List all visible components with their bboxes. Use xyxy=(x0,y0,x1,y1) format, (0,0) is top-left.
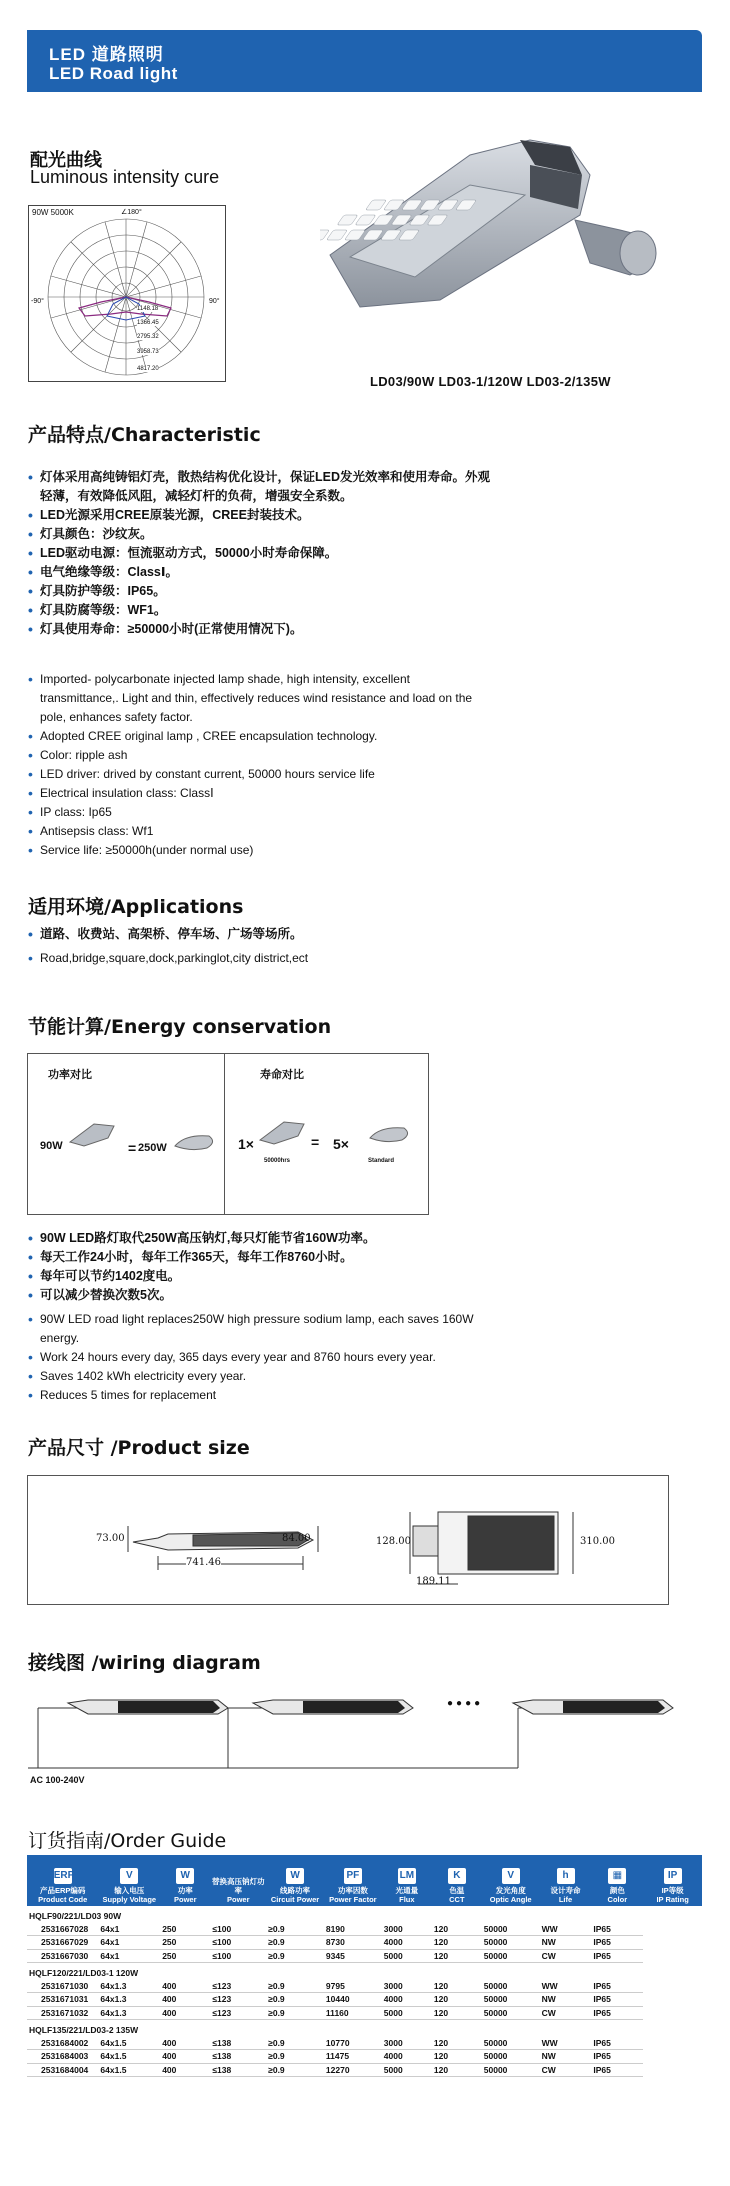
order-header-cell xyxy=(27,1855,98,1906)
order-header-en: Power Factor xyxy=(329,1895,377,1904)
table-cell: 64x1.5 xyxy=(98,2063,160,2077)
order-header-icon: PF xyxy=(344,1868,362,1884)
table-cell: 400 xyxy=(160,2063,210,2077)
order-header-en: Power xyxy=(174,1895,197,1904)
order-header-cell xyxy=(482,1855,540,1906)
table-cell: 50000 xyxy=(482,2006,540,2020)
table-cell: 5000 xyxy=(382,1949,432,1963)
order-header-cn: IP等级 xyxy=(661,1886,684,1895)
order-header-row xyxy=(27,1855,702,1906)
table-cell: 50000 xyxy=(482,1923,540,1936)
table-cell: 400 xyxy=(160,2006,210,2020)
energy-cn-list xyxy=(28,1229,548,1305)
order-header-cn: 产品ERP编码 xyxy=(40,1886,86,1895)
order-header-cn: 功率 xyxy=(177,1886,193,1895)
table-row xyxy=(27,1936,702,1950)
table-cell: ≤123 xyxy=(210,1993,266,2007)
table-cell: WW xyxy=(540,1923,592,1936)
order-header-cn: 功率因数 xyxy=(337,1886,368,1895)
multiplier-5x: 5× xyxy=(333,1136,349,1152)
order-header-en: Flux xyxy=(399,1895,415,1904)
table-cell: 64x1.3 xyxy=(98,1980,160,1993)
table-cell: 5000 xyxy=(382,2006,432,2020)
table-cell: IP65 xyxy=(591,1936,643,1950)
table-cell: 10770 xyxy=(324,2037,382,2050)
wiring-lamp-1 xyxy=(68,1700,228,1714)
characteristic-en-6: • IP class: Ip65 xyxy=(28,803,478,822)
table-cell: ≤138 xyxy=(210,2063,266,2077)
dim-height-right: 84.00 xyxy=(282,1533,311,1544)
order-header-icon: LM xyxy=(398,1868,416,1884)
table-cell: 120 xyxy=(432,2037,482,2050)
energy-cn-4: • 可以减少替换次数5次。 xyxy=(28,1286,548,1305)
size-title: 产品尺寸 /Product size xyxy=(28,1437,250,1459)
table-cell: 400 xyxy=(160,1980,210,1993)
order-header-en: CCT xyxy=(449,1895,465,1904)
table-cell: CW xyxy=(540,2063,592,2077)
characteristic-cn-3: • 灯具颜色：沙纹灰。 xyxy=(28,525,498,544)
order-header-cell xyxy=(210,1855,266,1906)
table-cell: IP65 xyxy=(591,1993,643,2007)
applications-cn: • 道路、收费站、高架桥、停车场、广场等场所。 xyxy=(28,925,628,944)
order-header-cell xyxy=(432,1855,482,1906)
order-header-en: Optic Angle xyxy=(489,1895,532,1904)
table-cell: 64x1.5 xyxy=(98,2037,160,2050)
table-cell: 2531667028 xyxy=(27,1923,98,1936)
size-diagram-box xyxy=(27,1475,669,1605)
table-cell: 2531684002 xyxy=(27,2037,98,2050)
wiring-voltage: AC 100-240V xyxy=(30,1775,85,1785)
table-row xyxy=(27,2037,702,2050)
dim-mount-height: 128.00 xyxy=(376,1536,411,1547)
order-group-row xyxy=(27,1906,702,1923)
order-header-cn: 替换高压钠灯功率 xyxy=(212,1877,265,1895)
order-header-icon: ERP xyxy=(54,1868,72,1884)
order-group-name: HQLF135/221/LD03-2 135W xyxy=(29,2025,139,2036)
table-cell: ≤100 xyxy=(210,1936,266,1950)
table-cell: 2531671032 xyxy=(27,2006,98,2020)
order-header-icon: W xyxy=(176,1868,194,1884)
table-cell: 120 xyxy=(432,1923,482,1936)
dim-height-left: 73.00 xyxy=(96,1533,125,1544)
order-header-cell xyxy=(643,1855,702,1906)
standard-label: Standard xyxy=(368,1158,395,1164)
energy-en-1: • 90W LED road light replaces250W high pressure sodium lamp, each saves 160W energy. xyxy=(28,1310,498,1348)
table-cell: NW xyxy=(540,1936,592,1950)
table-cell: ≥0.9 xyxy=(266,1980,324,1993)
table-cell: 50000 xyxy=(482,1936,540,1950)
energy-cn-1: • 90W LED路灯取代250W高压钠灯,每只灯能节省160W功率。 xyxy=(28,1229,548,1248)
order-group-row xyxy=(27,2020,702,2037)
characteristic-en-7: • Antisepsis class: Wf1 xyxy=(28,822,478,841)
table-cell: IP65 xyxy=(591,2050,643,2064)
table-cell: WW xyxy=(540,2037,592,2050)
table-cell: ≥0.9 xyxy=(266,2037,324,2050)
order-header-cell xyxy=(382,1855,432,1906)
polar-top-angle: ∠180° xyxy=(121,209,142,216)
energy-cn-3: • 每年可以节约1402度电。 xyxy=(28,1267,548,1286)
characteristic-cn-4: • LED驱动电源：恒流驱动方式，50000小时寿命保障。 xyxy=(28,544,498,563)
characteristic-cn-6: • 灯具防护等级：IP65。 xyxy=(28,582,498,601)
table-cell: 120 xyxy=(432,1980,482,1993)
energy-en-list xyxy=(28,1310,498,1405)
energy-en-3: • Saves 1402 kWh electricity every year. xyxy=(28,1367,498,1386)
order-header-icon: IP xyxy=(664,1868,682,1884)
wiring-diagram xyxy=(28,1690,678,1780)
table-cell: 400 xyxy=(160,1993,210,2007)
applications-list xyxy=(28,925,628,968)
order-header-cn: 发光角度 xyxy=(495,1886,526,1895)
led-90w-label: 90W xyxy=(40,1140,63,1152)
table-cell: 4000 xyxy=(382,1936,432,1950)
dim-length: 741.46 xyxy=(186,1557,221,1568)
order-header-cell xyxy=(540,1855,592,1906)
table-cell: 11475 xyxy=(324,2050,382,2064)
ring-label-5: 4817.20 xyxy=(137,366,159,372)
table-cell: 2531671031 xyxy=(27,1993,98,2007)
order-header-cn: 光通量 xyxy=(395,1886,419,1895)
order-header-cell xyxy=(98,1855,160,1906)
applications-title: 适用环境/Applications xyxy=(28,896,244,918)
table-cell: 64x1.3 xyxy=(98,2006,160,2020)
order-header-icon: ▦ xyxy=(608,1868,626,1884)
table-cell: ≤138 xyxy=(210,2050,266,2064)
characteristic-en-8: • Service life: ≥50000h(under normal use) xyxy=(28,841,478,860)
table-cell: 64x1 xyxy=(98,1949,160,1963)
order-header-cell xyxy=(324,1855,382,1906)
order-header-cell xyxy=(160,1855,210,1906)
energy-title: 节能计算/Energy conservation xyxy=(28,1016,332,1038)
order-group-name: HQLF90/221/LD03 90W xyxy=(29,1911,122,1922)
order-header-cn: 颜色 xyxy=(609,1886,625,1895)
energy-cn-2: • 每天工作24小时，每年工作365天，每年工作8760小时。 xyxy=(28,1248,548,1267)
applications-en: • Road,bridge,square,dock,parkinglot,city district,ect xyxy=(28,949,628,968)
table-cell: 250 xyxy=(160,1936,210,1950)
led-lamp-icon xyxy=(68,1120,118,1148)
table-cell: 120 xyxy=(432,2050,482,2064)
table-cell: 4000 xyxy=(382,2050,432,2064)
characteristic-cn-list xyxy=(28,468,498,639)
table-cell: 3000 xyxy=(382,1923,432,1936)
dim-mount-length: 189.11 xyxy=(416,1576,451,1587)
order-table-wrap xyxy=(27,1855,702,2077)
table-cell: 64x1.5 xyxy=(98,2050,160,2064)
order-header-icon: W xyxy=(286,1868,304,1884)
polar-grid xyxy=(41,216,211,378)
energy-compare-box xyxy=(27,1053,429,1215)
table-row xyxy=(27,1923,702,1936)
order-header-en: Product Code xyxy=(38,1895,88,1904)
table-cell: 50000 xyxy=(482,2037,540,2050)
curve-title-en: Luminous intensity cure xyxy=(30,167,220,187)
characteristic-cn-1: • 灯体采用高纯铸铝灯壳，散热结构优化设计，保证LED发光效率和使用寿命。外观轻薄，有效降低风阻，减轻灯杆的负荷，增强安全系数。 xyxy=(28,468,498,506)
road-light-image xyxy=(320,135,700,335)
order-header-cell xyxy=(591,1855,643,1906)
equals-sign-1: = xyxy=(128,1140,137,1156)
table-cell: 400 xyxy=(160,2050,210,2064)
table-cell: ≥0.9 xyxy=(266,2050,324,2064)
model-list: LD03/90W LD03-1/120W LD03-2/135W xyxy=(370,374,611,389)
table-cell: 2531684004 xyxy=(27,2063,98,2077)
table-cell: NW xyxy=(540,1993,592,2007)
ring-label-2: 1366.45 xyxy=(137,320,159,326)
table-cell: CW xyxy=(540,2006,592,2020)
characteristic-en-4: • LED driver: drived by constant current, 50000 hours service life xyxy=(28,765,478,784)
led-lamp-icon-2 xyxy=(258,1118,308,1146)
table-cell: ≤123 xyxy=(210,2006,266,2020)
table-cell: ≥0.9 xyxy=(266,1993,324,2007)
order-header-en: Supply Voltage xyxy=(102,1895,157,1904)
energy-en-2: • Work 24 hours every day, 365 days every year and 8760 hours every year. xyxy=(28,1348,498,1367)
table-cell: 120 xyxy=(432,1949,482,1963)
hps-lamp-icon xyxy=(173,1132,217,1154)
equals-sign-2: = xyxy=(311,1134,320,1150)
table-cell: IP65 xyxy=(591,1980,643,1993)
characteristic-title: 产品特点/Characteristic xyxy=(28,424,261,446)
ring-label-3: 2795.32 xyxy=(137,334,159,340)
energy-en-4: • Reduces 5 times for replacement xyxy=(28,1386,498,1405)
order-header-icon: V xyxy=(120,1868,138,1884)
order-title: 订货指南/Order Guide xyxy=(28,1830,227,1852)
table-cell: 64x1.3 xyxy=(98,1993,160,2007)
table-cell: ≥0.9 xyxy=(266,2063,324,2077)
characteristic-en-5: • Electrical insulation class: ClassⅠ xyxy=(28,784,478,803)
table-cell: 120 xyxy=(432,2006,482,2020)
table-cell: 400 xyxy=(160,2037,210,2050)
table-cell: 12270 xyxy=(324,2063,382,2077)
table-cell: 120 xyxy=(432,2063,482,2077)
order-header-cn: 输入电压 xyxy=(114,1886,145,1895)
table-cell: IP65 xyxy=(591,1923,643,1936)
order-table xyxy=(27,1855,702,2077)
ring-label-4: 3958.73 xyxy=(137,349,159,355)
characteristic-en-2: • Adopted CREE original lamp , CREE encapsulation technology. xyxy=(28,727,478,746)
table-cell: 11160 xyxy=(324,2006,382,2020)
order-header-cell xyxy=(266,1855,324,1906)
table-cell: 250 xyxy=(160,1949,210,1963)
table-cell: 10440 xyxy=(324,1993,382,2007)
table-row xyxy=(27,1980,702,1993)
table-cell: ≥0.9 xyxy=(266,1949,324,1963)
polar-chart xyxy=(28,205,226,382)
hps-lamp-icon-2 xyxy=(368,1124,412,1146)
energy-divider xyxy=(224,1054,225,1214)
multiplier-1x: 1× xyxy=(238,1136,254,1152)
table-row xyxy=(27,1949,702,1963)
table-row xyxy=(27,1993,702,2007)
order-header-cn: 色温 xyxy=(449,1886,465,1895)
table-cell: 3000 xyxy=(382,2037,432,2050)
header-title-cn: LED 道路照明 xyxy=(49,45,164,64)
order-header-en: IP Rating xyxy=(656,1895,689,1904)
table-cell: 64x1 xyxy=(98,1936,160,1950)
table-cell: IP65 xyxy=(591,2037,643,2050)
table-cell: 50000 xyxy=(482,1949,540,1963)
table-cell: ≤123 xyxy=(210,1980,266,1993)
curve-title-cn: 配光曲线 xyxy=(30,150,102,170)
table-cell: 2531684003 xyxy=(27,2050,98,2064)
table-cell: IP65 xyxy=(591,2006,643,2020)
table-row xyxy=(27,2006,702,2020)
table-cell: ≤100 xyxy=(210,1949,266,1963)
table-cell: 64x1 xyxy=(98,1923,160,1936)
header-title-en: LED Road light xyxy=(49,64,178,83)
characteristic-en-3: • Color: ripple ash xyxy=(28,746,478,765)
order-group-row xyxy=(27,1963,702,1980)
table-cell: NW xyxy=(540,2050,592,2064)
order-header-icon: h xyxy=(557,1868,575,1884)
table-cell: 3000 xyxy=(382,1980,432,1993)
order-header-icon: K xyxy=(448,1868,466,1884)
table-cell: 2531671030 xyxy=(27,1980,98,1993)
order-header-cn: 线路功率 xyxy=(280,1886,311,1895)
characteristic-en-list xyxy=(28,670,478,860)
table-cell: 4000 xyxy=(382,1993,432,2007)
table-cell: ≤100 xyxy=(210,1923,266,1936)
table-cell: 8190 xyxy=(324,1923,382,1936)
table-cell: 50000 xyxy=(482,1980,540,1993)
order-header-cn: 设计寿命 xyxy=(550,1886,581,1895)
dim-width: 310.00 xyxy=(580,1536,615,1547)
table-row xyxy=(27,2063,702,2077)
polar-left-angle: -90° xyxy=(31,298,44,305)
table-cell: 50000 xyxy=(482,2050,540,2064)
table-cell: 120 xyxy=(432,1936,482,1950)
table-cell: IP65 xyxy=(591,1949,643,1963)
table-cell: WW xyxy=(540,1980,592,1993)
hps-250w-label: 250W xyxy=(138,1142,167,1154)
order-group-name: HQLF120/221/LD03-1 120W xyxy=(29,1968,139,1979)
table-cell: 250 xyxy=(160,1923,210,1936)
table-cell: 120 xyxy=(432,1993,482,2007)
order-header-en: Circuit Power xyxy=(270,1895,320,1904)
table-cell: ≥0.9 xyxy=(266,2006,324,2020)
table-cell: 9795 xyxy=(324,1980,382,1993)
life-50000hrs: 50000hrs xyxy=(264,1158,291,1164)
order-header-icon: V xyxy=(502,1868,520,1884)
table-cell: CW xyxy=(540,1949,592,1963)
order-header-en: Life xyxy=(558,1895,573,1904)
table-cell: 2531667029 xyxy=(27,1936,98,1950)
table-cell: 50000 xyxy=(482,2063,540,2077)
order-header-en: Power xyxy=(227,1895,250,1904)
characteristic-cn-5: • 电气绝缘等级：ClassⅠ。 xyxy=(28,563,498,582)
polar-right-angle: 90° xyxy=(209,298,220,305)
characteristic-cn-7: • 灯具防腐等级：WF1。 xyxy=(28,601,498,620)
power-compare-label: 功率对比 xyxy=(48,1069,92,1081)
wiring-ellipsis: ●●●● xyxy=(447,1698,484,1709)
table-cell: 2531667030 xyxy=(27,1949,98,1963)
table-cell: ≤138 xyxy=(210,2037,266,2050)
header-banner xyxy=(27,30,702,92)
ring-label-1: 1148.18 xyxy=(137,306,159,312)
polar-chart-label: 90W 5000K xyxy=(32,208,74,217)
table-cell: IP65 xyxy=(591,2063,643,2077)
characteristic-cn-2: • LED光源采用CREE原装光源，CREE封装技术。 xyxy=(28,506,498,525)
table-cell: ≥0.9 xyxy=(266,1923,324,1936)
order-header-en: Color xyxy=(607,1895,628,1904)
table-cell: 5000 xyxy=(382,2063,432,2077)
characteristic-cn-8: • 灯具使用寿命：≥50000小时(正常使用情况下)。 xyxy=(28,620,498,639)
table-cell: 9345 xyxy=(324,1949,382,1963)
wiring-title: 接线图 /wiring diagram xyxy=(28,1652,261,1674)
table-row xyxy=(27,2050,702,2064)
life-compare-label: 寿命对比 xyxy=(260,1069,304,1081)
table-cell: 50000 xyxy=(482,1993,540,2007)
table-cell: 8730 xyxy=(324,1936,382,1950)
table-cell: ≥0.9 xyxy=(266,1936,324,1950)
characteristic-en-1: • Imported- polycarbonate injected lamp shade, high intensity, excellent transmittance,. Light and thin, effectively reduces wind resistance and load on the pole, enhances safety factor. xyxy=(28,670,478,727)
